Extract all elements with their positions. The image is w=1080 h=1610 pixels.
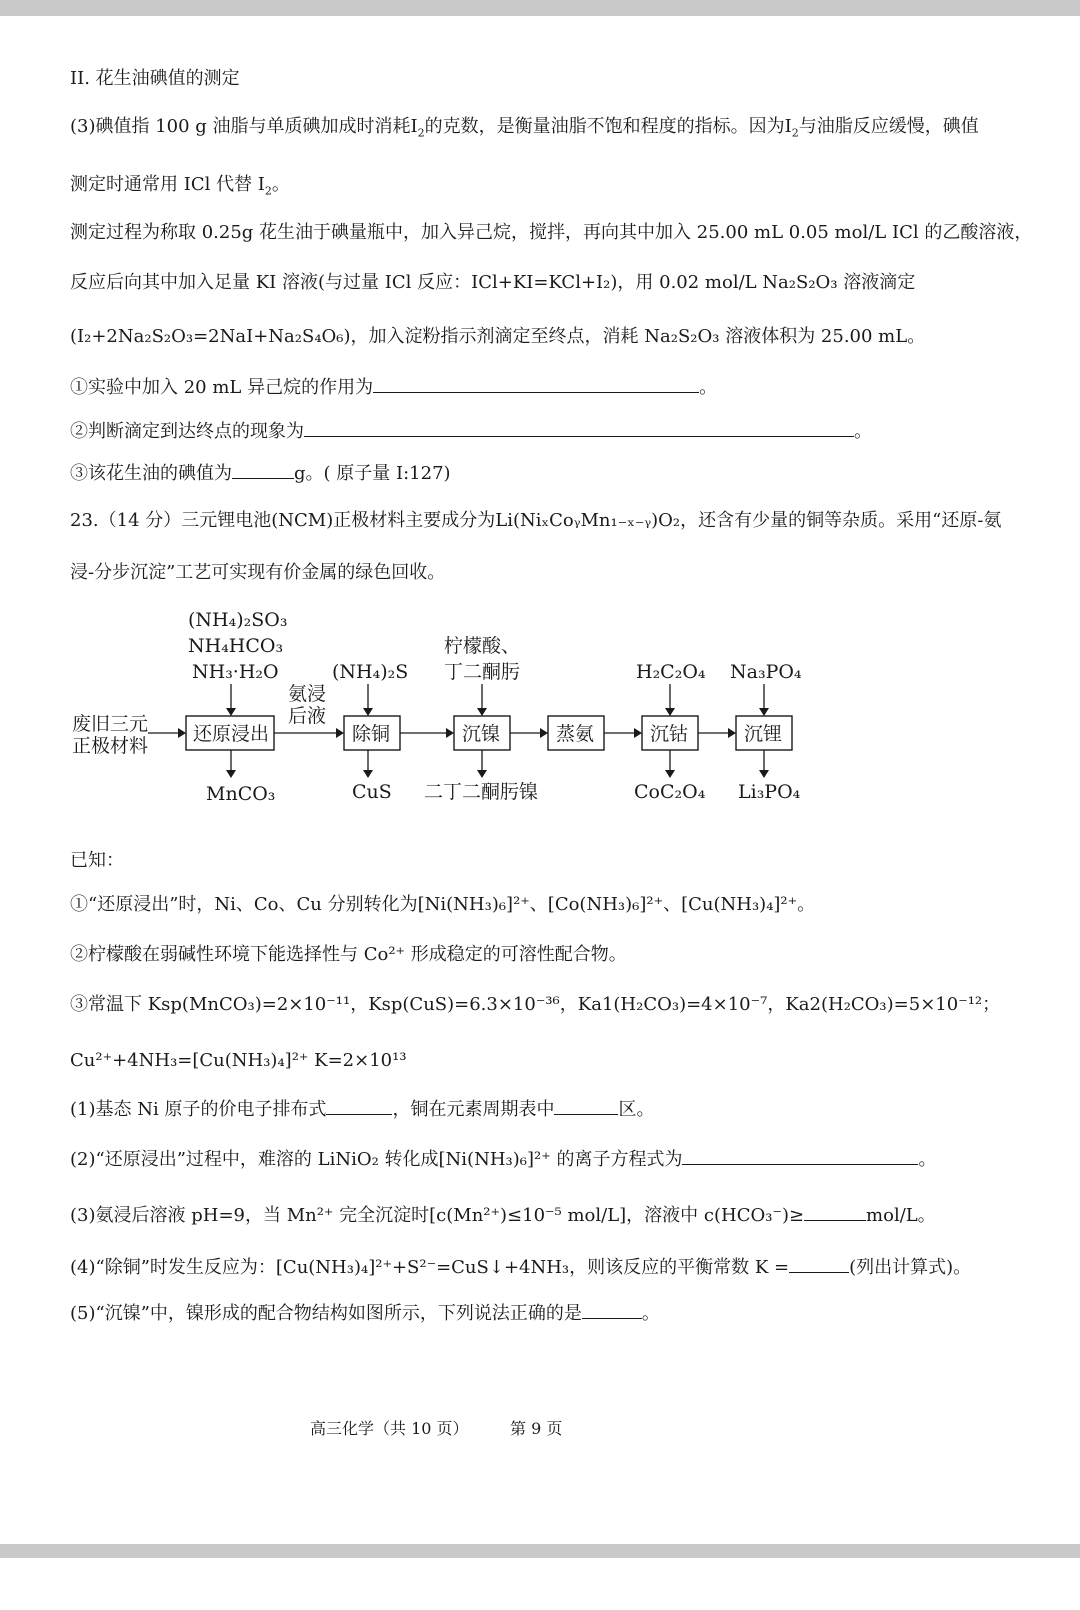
flow-box2-label: 除铜	[352, 723, 391, 745]
flow-liquor-1: 氨浸	[288, 683, 327, 705]
q3-line1-a: (3)碘值指 100 g 油脂与单质碘加成时消耗I	[70, 116, 418, 137]
q3-sub2: ②判断滴定到达终点的现象为 。	[70, 418, 872, 445]
flow-box4-label: 蒸氨	[556, 723, 595, 745]
flow-out-coc2o4: CoC₂O₄	[634, 781, 706, 803]
flow-reagent3-b: 丁二酮肟	[444, 661, 521, 683]
flow-liquor-2: 后液	[288, 705, 327, 727]
answer-blank-p3[interactable]	[804, 1202, 866, 1221]
part5: (5)“沉镍”中，镍形成的配合物结构如图所示，下列说法正确的是 。	[70, 1300, 660, 1327]
q3-line1-b: 的克数，是衡量油脂不饱和程度的指标。因为I	[424, 116, 792, 137]
flow-out-mnco3: MnCO₃	[206, 783, 276, 805]
q3-line1: (3)碘值指 100 g 油脂与单质碘加成时消耗$I_2$的克数，是衡量油脂不饱和程度的指标。因为$I_2$与油脂反应缓慢，碘值	[70, 116, 979, 140]
q3-procedure-2: 反应后向其中加入足量 KI 溶液(与过量 ICl 反应：ICl+KI=KCl+I₂)，用 0.02 mol/L Na₂S₂O₃ 溶液滴定	[70, 272, 916, 293]
q3-sub3	[70, 460, 451, 487]
answer-blank-sub2[interactable]	[304, 418, 854, 437]
q3-procedure-3: (I₂+2Na₂S₂O₃=2NaI+Na₂S₄O₆)，加入淀粉指示剂滴定至终点，消耗 Na₂S₂O₃ 溶液体积为 25.00 mL。	[70, 326, 926, 347]
q3-line1-c: 与油脂反应缓慢，碘值	[798, 116, 979, 137]
part4	[70, 1254, 971, 1281]
process-flow-diagram	[0, 612, 1080, 832]
q3-sub2-text: ②判断滴定到达终点的现象为	[70, 421, 304, 442]
answer-blank-p2[interactable]	[682, 1146, 918, 1165]
q23-intro-a: 23.（14 分）三元锂电池(NCM)正极材料主要成分为	[70, 510, 496, 531]
answer-blank-sub1[interactable]	[373, 374, 699, 393]
part1	[70, 1096, 654, 1123]
part1-c: 区。	[618, 1099, 655, 1120]
footer-page-number: 第 9 页	[510, 1419, 563, 1438]
flow-out-li3po4: Li₃PO₄	[738, 781, 801, 803]
part5-a: (5)“沉镍”中，镍形成的配合物结构如图所示，下列说法正确的是	[70, 1303, 582, 1324]
footer-subject: 高三化学（共 10 页）	[310, 1419, 469, 1438]
known-heading: 已知：	[70, 850, 124, 871]
known-1: ①“还原浸出”时，Ni、Co、Cu 分别转化为[Ni(NH₃)₆]²⁺、[Co(NH₃)₆]²⁺、[Cu(NH₃)₄]²⁺。	[70, 894, 816, 915]
part3-a: (3)氨浸后溶液 pH=9，当 Mn²⁺ 完全沉淀时[c(Mn²⁺)≤10⁻⁵ mol/L]，溶液中 c(HCO₃⁻)≥	[70, 1205, 805, 1226]
q3-line2: 测定时通常用 ICl 代替 $I_2$。	[70, 174, 290, 198]
top-edge-bar	[0, 0, 1080, 16]
answer-blank-sub3[interactable]	[232, 460, 294, 479]
known-2: ②柠檬酸在弱碱性环境下能选择性与 Co²⁺ 形成稳定的可溶性配合物。	[70, 944, 627, 965]
part1-a: (1)基态 Ni 原子的价电子排布式	[70, 1099, 327, 1120]
answer-blank-p5[interactable]	[582, 1300, 642, 1319]
part1-b: ，铜在元素周期表中	[392, 1099, 555, 1120]
part3	[70, 1202, 936, 1229]
q3-line2-text: 测定时通常用 ICl 代替 I	[70, 174, 265, 195]
q3-sub3-a: ③该花生油的碘值为	[70, 463, 232, 484]
q3-sub3-b: g。( 原子量 I:127)	[294, 463, 451, 484]
bottom-edge-bar	[0, 1544, 1080, 1558]
flow-reagent1-a: (NH₄)₂SO₃	[188, 612, 288, 631]
q23-intro-b: ，还含有少量的铜等杂质。采用“还原-氨	[680, 510, 1002, 531]
answer-blank-p1-block[interactable]	[554, 1096, 618, 1115]
q23-intro-formula: Li(NiₓCoᵧMn₁₋ₓ₋ᵧ)O₂	[495, 510, 681, 531]
q3-sub1: ①实验中加入 20 mL 异己烷的作用为 。	[70, 374, 717, 401]
flow-box1-label: 还原浸出	[193, 723, 270, 745]
flow-reagent5: H₂C₂O₄	[636, 661, 706, 683]
flow-reagent2: (NH₄)₂S	[332, 661, 409, 683]
part3-b: mol/L。	[866, 1205, 936, 1226]
flow-feed-1: 废旧三元	[72, 713, 149, 735]
flow-out-cus: CuS	[352, 781, 392, 803]
part4-a: (4)“除铜”时发生反应为：[Cu(NH₃)₄]²⁺+S²⁻=CuS↓+4NH₃，则该反应的平衡常数 K =	[70, 1257, 790, 1278]
flow-feed-2: 正极材料	[72, 735, 149, 757]
section-title: II. 花生油碘值的测定	[70, 68, 240, 89]
flow-box3-label: 沉镍	[462, 723, 501, 745]
flow-reagent6: Na₃PO₄	[730, 661, 802, 683]
flow-reagent1-b: NH₄HCO₃	[188, 635, 284, 657]
q23-intro-line2: 浸-分步沉淀”工艺可实现有价金属的绿色回收。	[70, 562, 446, 583]
part2: (2)“还原浸出”过程中，难溶的 LiNiO₂ 转化成[Ni(NH₃)₆]²⁺ 的离子方程式为 。	[70, 1146, 936, 1173]
answer-blank-p1-config[interactable]	[326, 1096, 392, 1115]
part4-b: (列出计算式)。	[849, 1257, 972, 1278]
q23-intro-line1	[70, 508, 1001, 534]
part2-a: (2)“还原浸出”过程中，难溶的 LiNiO₂ 转化成[Ni(NH₃)₆]²⁺ 的离子方程式为	[70, 1149, 683, 1170]
flow-out-nickel-complex: 二丁二酮肟镍	[424, 781, 539, 803]
answer-blank-p4[interactable]	[789, 1254, 849, 1273]
flow-box5-label: 沉钴	[650, 723, 689, 745]
flow-reagent3-a: 柠檬酸、	[444, 635, 521, 657]
flow-reagent1-c: NH₃·H₂O	[192, 661, 279, 683]
q3-sub1-text: ①实验中加入 20 mL 异己烷的作用为	[70, 377, 374, 398]
known-4: Cu²⁺+4NH₃=[Cu(NH₃)₄]²⁺ K=2×10¹³	[70, 1050, 407, 1071]
flow-box6-label: 沉锂	[744, 723, 783, 745]
known-3: ③常温下 Ksp(MnCO₃)=2×10⁻¹¹，Ksp(CuS)=6.3×10⁻³⁶，Ka1(H₂CO₃)=4×10⁻⁷，Ka2(H₂CO₃)=5×10⁻¹²；	[70, 994, 1001, 1015]
q3-procedure-1: 测定过程为称取 0.25g 花生油于碘量瓶中，加入异己烷，搅拌，再向其中加入 25.00 mL 0.05 mol/L ICl 的乙酸溶液，	[70, 222, 1033, 243]
